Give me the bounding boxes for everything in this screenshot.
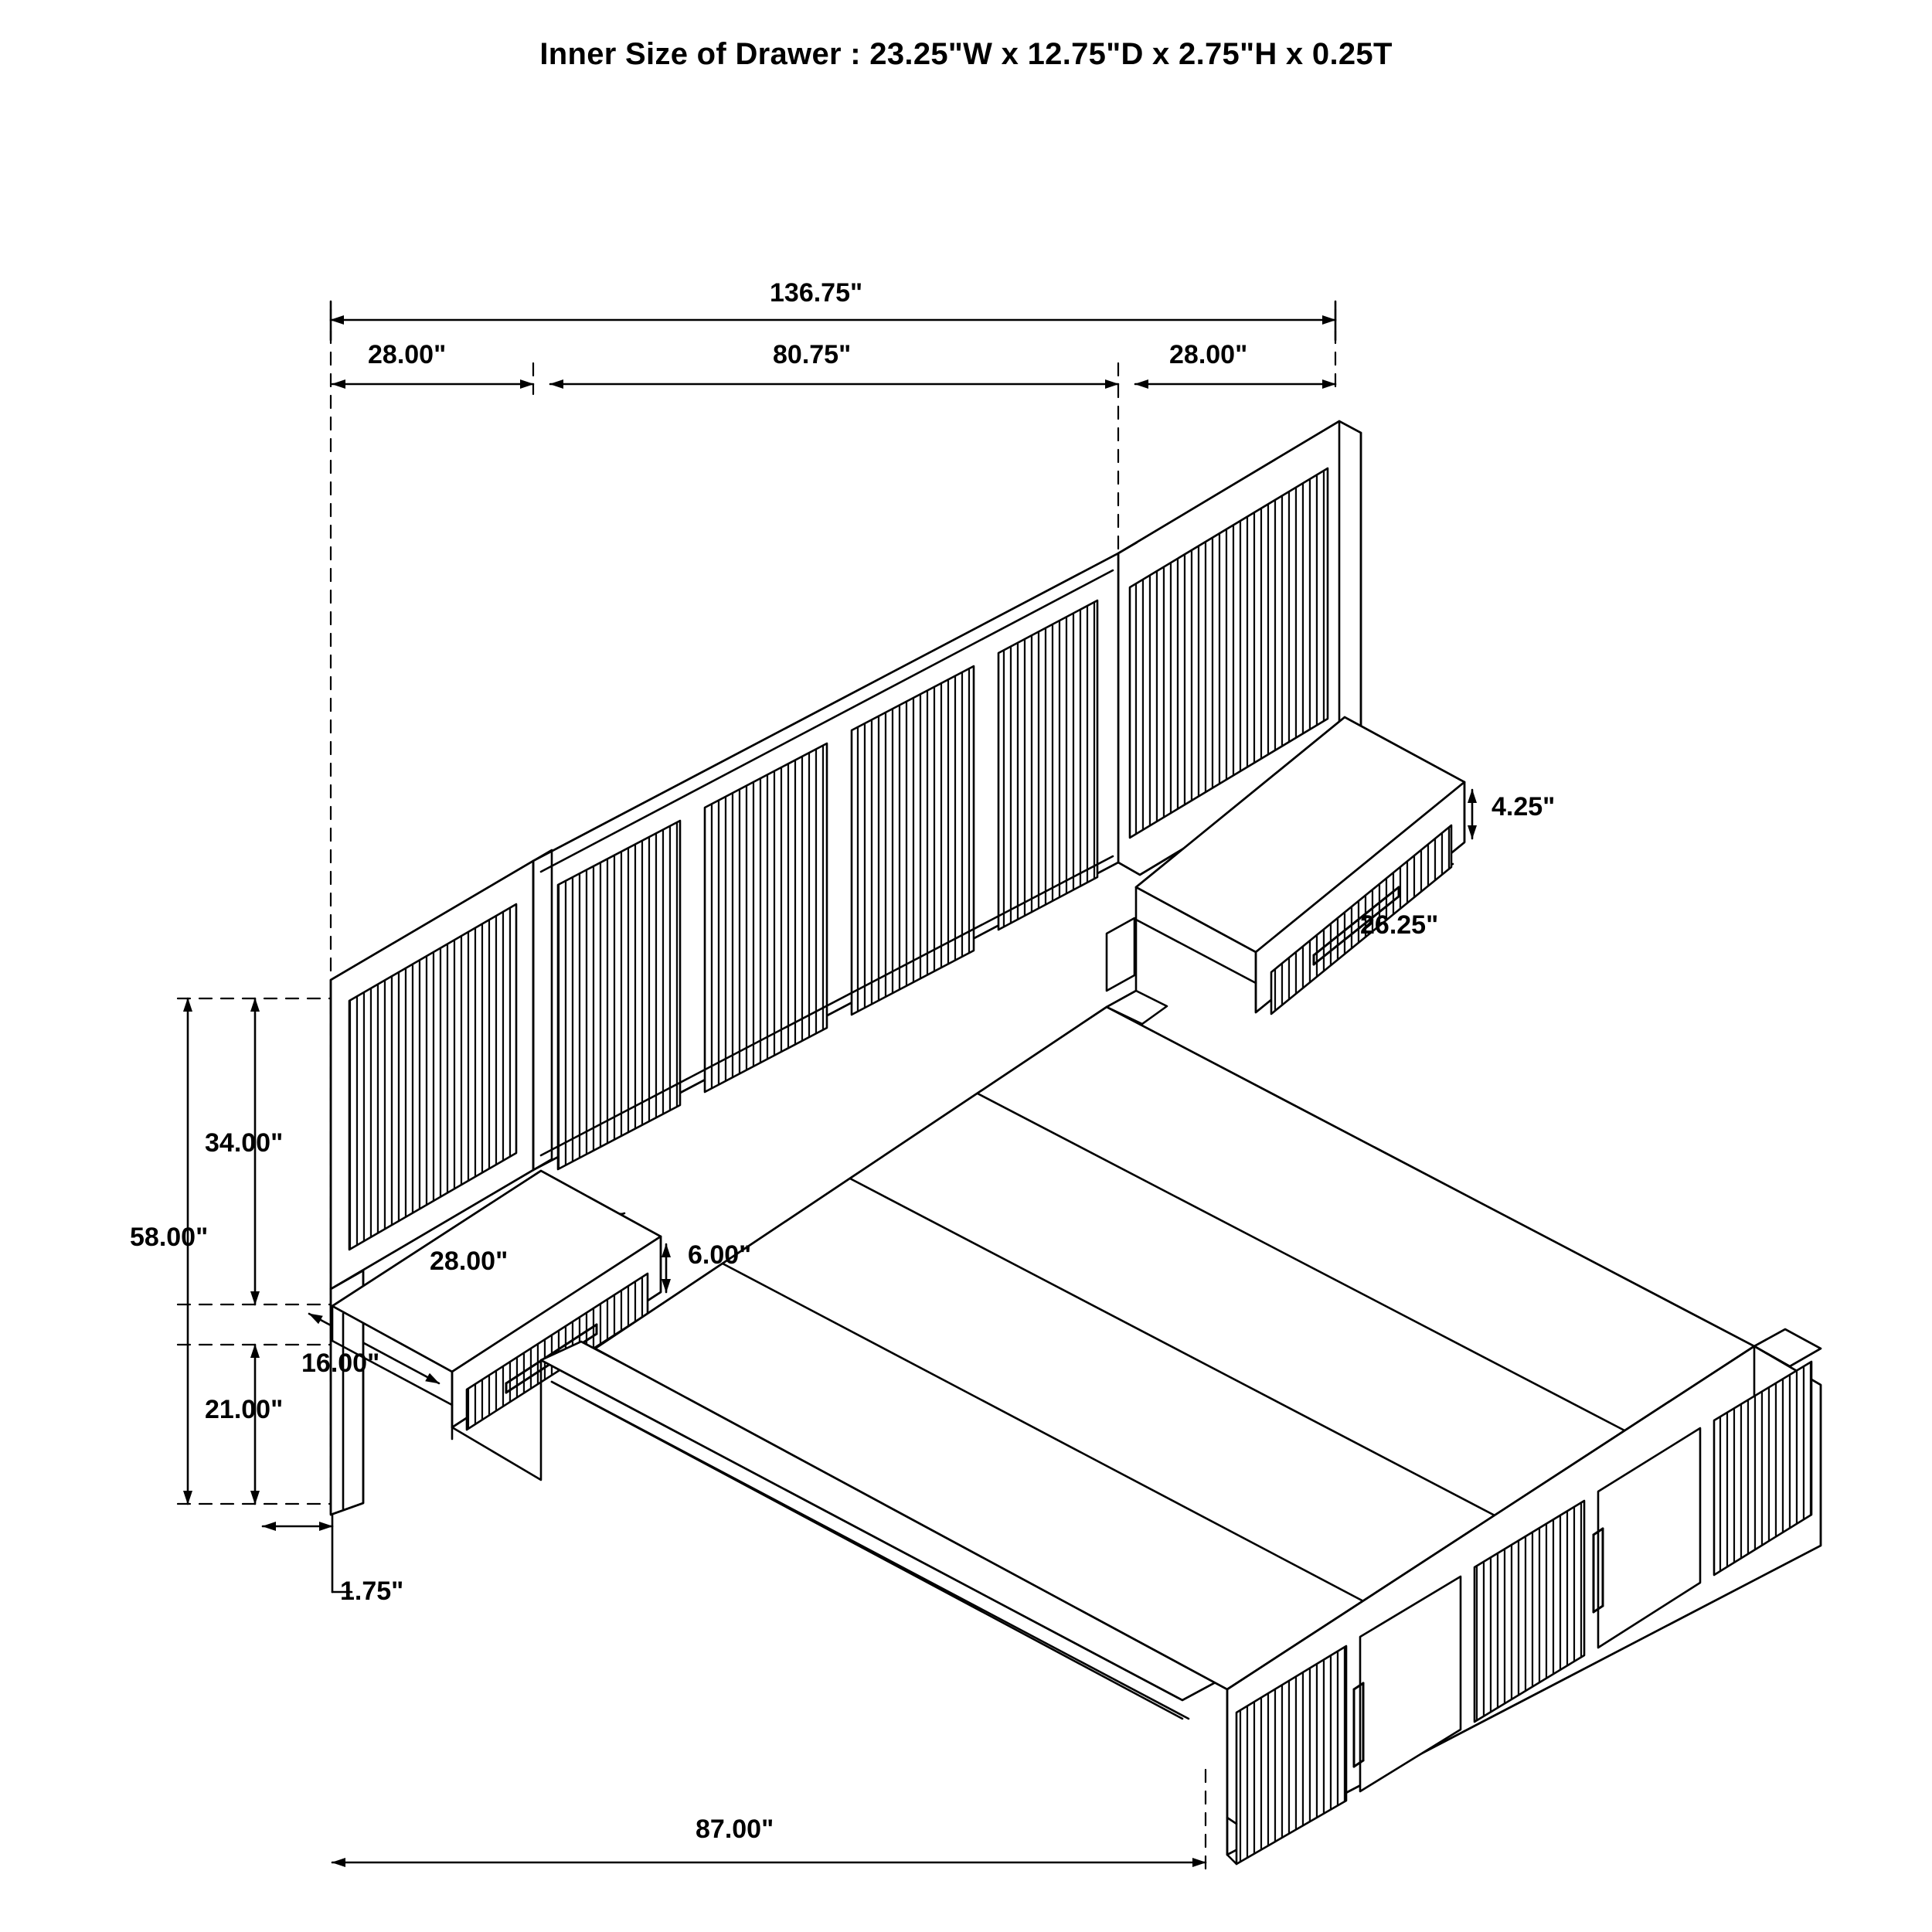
dim-label-overall-width: 136.75": [770, 278, 863, 308]
dim-label-nightstand-drawer-depth: 16.00": [301, 1349, 380, 1378]
dim-label-headboard-span: 80.75": [773, 340, 852, 369]
dim-label-headboard-panel-height: 34.00": [205, 1128, 284, 1158]
page-title: Inner Size of Drawer : 23.25"W x 12.75"D x 2.75"H x 0.25T: [539, 37, 1393, 71]
dimension-line-panel-thickness: [263, 1507, 352, 1592]
dim-label-headboard-total-height: 58.00": [130, 1223, 209, 1252]
dim-label-drawer-front-height: 4.25": [1492, 792, 1556, 821]
dim-label-left-nightstand-span: 28.00": [368, 340, 447, 369]
dim-label-nightstand-width: 28.00": [430, 1247, 509, 1276]
dim-label-nightstand-depth: 26.25": [1360, 910, 1439, 940]
dim-label-panel-thickness: 1.75": [340, 1577, 404, 1606]
dim-label-nightstand-top-thickness: 6.00": [688, 1240, 752, 1270]
dim-label-nightstand-clearance: 21.00": [205, 1395, 284, 1424]
dim-label-overall-depth: 87.00": [696, 1815, 774, 1844]
dim-label-right-nightstand-span: 28.00": [1169, 340, 1248, 369]
